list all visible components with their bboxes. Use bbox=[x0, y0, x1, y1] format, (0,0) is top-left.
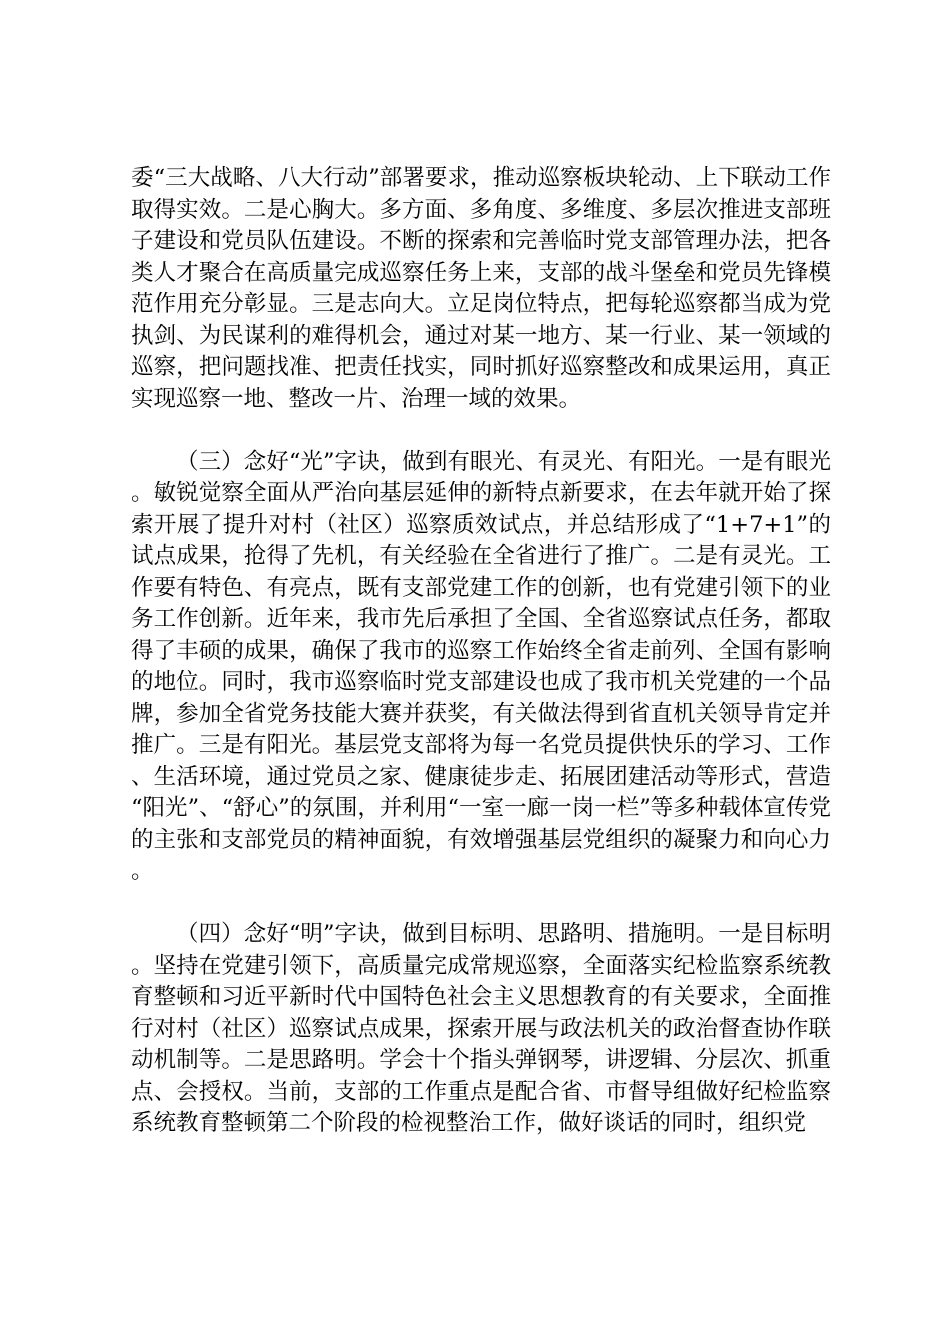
paragraph-section-three: （三）念好“光”字诀，做到有眼光、有灵光、有阳光。一是有眼光。敏锐觉察全面从严治向基层延伸的新特点新要求，在去年就开始了探索开展了提升对村（社区）巡察质效试点，并总结形成了“1+7+1”的试点成果，抢得了先机，有关经验在全省进行了推广。二是有灵光。工作要有特色、有亮点，既有支部党建工作的创新，也有党建引领下的业务工作创新。近年来，我市先后承担了全国、全省巡察试点任务，都取得了丰硕的成果，确保了我市的巡察工作始终全省走前列、全国有影响的地位。同时，我市巡察临时党支部建设也成了我市机关党建的一个品牌，参加全省党务技能大赛并获奖，有关做法得到省直机关领导肯定并推广。三是有阳光。基层党支部将为每一名党员提供快乐的学习、工作、生活环境，通过党员之家、健康徒步走、拓展团建活动等形式，营造“阳光”、“舒心”的氛围，并利用“一室一廊一岗一栏”等多种载体宣传党的主张和支部党员的精神面貌，有效增强基层党组织的凝聚力和向心力。 bbox=[131, 448, 831, 884]
paragraph-section-four: （四）念好“明”字诀，做到目标明、思路明、措施明。一是目标明。坚持在党建引领下，高质量完成常规巡察，全面落实纪检监察系统教育整顿和习近平新时代中国特色社会主义思想教育的有关要求，全面推行对村（社区）巡察试点成果，探索开展与政法机关的政治督查协作联动机制等。二是思路明。学会十个指头弹钢琴，讲逻辑、分层次、抓重点、会授权。当前，支部的工作重点是配合省、市督导组做好纪检监察系统教育整顿第二个阶段的检视整治工作，做好谈话的同时，组织党 bbox=[131, 921, 831, 1136]
body-text bbox=[131, 163, 831, 1140]
paragraph-continuation: 委“三大战略、八大行动”部署要求，推动巡察板块轮动、上下联动工作取得实效。二是心胸大。多方面、多角度、多维度、多层次推进支部班子建设和党员队伍建设。不断的探索和完善临时党支部管理办法，把各类人才聚合在高质量完成巡察任务上来，支部的战斗堡垒和党员先锋模范作用充分彰显。三是志向大。立足岗位特点，把每轮巡察都当成为党执剑、为民谋利的难得机会，通过对某一地方、某一行业、某一领域的巡察，把问题找准、把责任找实，同时抓好巡察整改和成果运用，真正实现巡察一地、整改一片、治理一域的效果。 bbox=[131, 165, 831, 412]
